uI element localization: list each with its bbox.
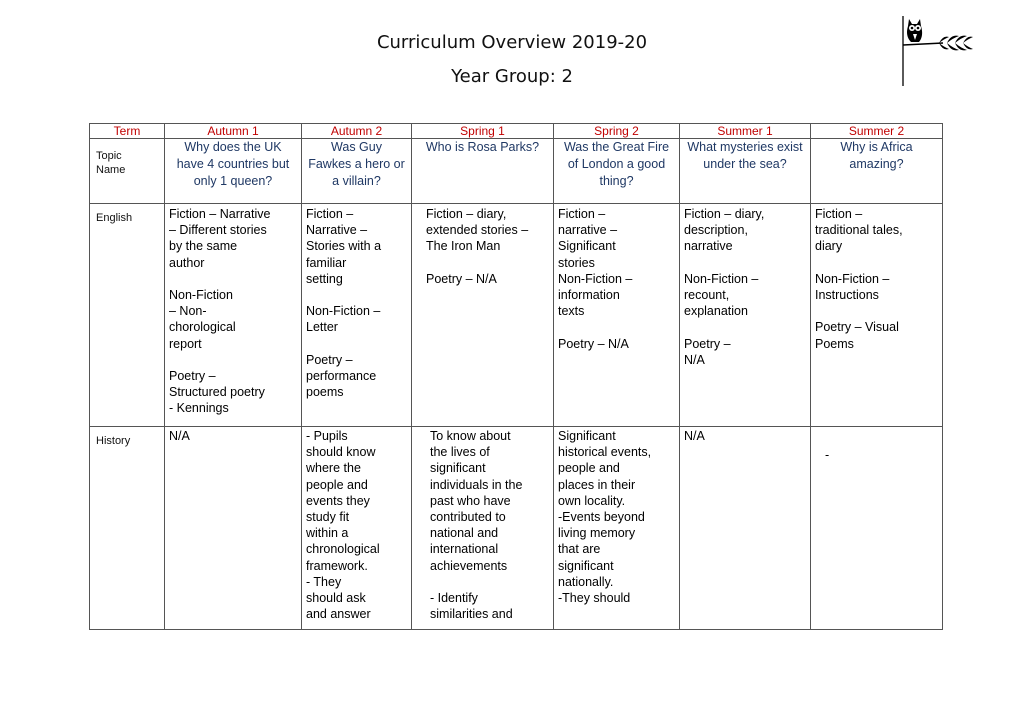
- topic-summer-1: What mysteries exist under the sea?: [680, 139, 811, 204]
- header-spring-2: Spring 2: [554, 124, 680, 139]
- topic-autumn-1: Why does the UK have 4 countries but only 1 queen?: [165, 139, 302, 204]
- owl-on-branch-icon: [893, 14, 983, 86]
- header-autumn-2: Autumn 2: [302, 124, 412, 139]
- header-summer-2: Summer 2: [811, 124, 943, 139]
- row-label-history: History: [90, 427, 165, 630]
- topic-autumn-2: Was Guy Fawkes a hero or a villain?: [302, 139, 412, 204]
- history-spring-2: Significant historical events, people and places in their own locality. -Events beyond living memory that are significant nationally. -They should: [558, 429, 652, 606]
- topic-spring-1: Who is Rosa Parks?: [412, 139, 554, 204]
- history-spring-1: To know about the lives of significant individuals in the past who have contributed to national and international achievements - Identify similarities and: [430, 429, 523, 622]
- english-spring-2: Fiction – narrative – Significant stories Non-Fiction – information texts Poetry – N/A: [558, 207, 633, 351]
- header-summer-1: Summer 1: [680, 124, 811, 139]
- page-title: Curriculum Overview 2019-20: [376, 32, 648, 53]
- history-row: [90, 427, 943, 630]
- history-autumn-2: - Pupils should know where the people and events they study fit within a chronological framework. - They should ask and answer: [306, 429, 380, 622]
- english-summer-2: Fiction – traditional tales, diary Non-Fiction – Instructions Poetry – Visual Poems: [815, 207, 903, 351]
- english-autumn-1: Fiction – Narrative – Different stories by the same author Non-Fiction – Non- chorological report Poetry – Structured poetry - Kennings: [169, 207, 271, 416]
- history-summer-1: N/A: [684, 429, 705, 443]
- history-autumn-1: N/A: [169, 429, 190, 443]
- header-row: [90, 124, 943, 139]
- row-label-english: English: [90, 204, 165, 427]
- year-group-title: Year Group: 2: [451, 66, 573, 87]
- topic-row: [90, 139, 943, 204]
- row-label-topic: Topic Name: [90, 139, 165, 204]
- english-autumn-2: Fiction – Narrative – Stories with a familiar setting Non-Fiction – Letter Poetry – performance poems: [306, 207, 382, 400]
- english-summer-1: Fiction – diary, description, narrative Non-Fiction – recount, explanation Poetry – N/A: [684, 207, 765, 367]
- topic-summer-2: Why is Africa amazing?: [811, 139, 943, 204]
- history-summer-2: -: [825, 448, 830, 462]
- header-autumn-1: Autumn 1: [165, 124, 302, 139]
- curriculum-table: [89, 123, 943, 630]
- english-row: [90, 204, 943, 427]
- header-spring-1: Spring 1: [412, 124, 554, 139]
- topic-spring-2: Was the Great Fire of London a good thing?: [554, 139, 680, 204]
- english-spring-1: Fiction – diary, extended stories – The Iron Man Poetry – N/A: [426, 207, 529, 286]
- header-term: Term: [90, 124, 165, 139]
